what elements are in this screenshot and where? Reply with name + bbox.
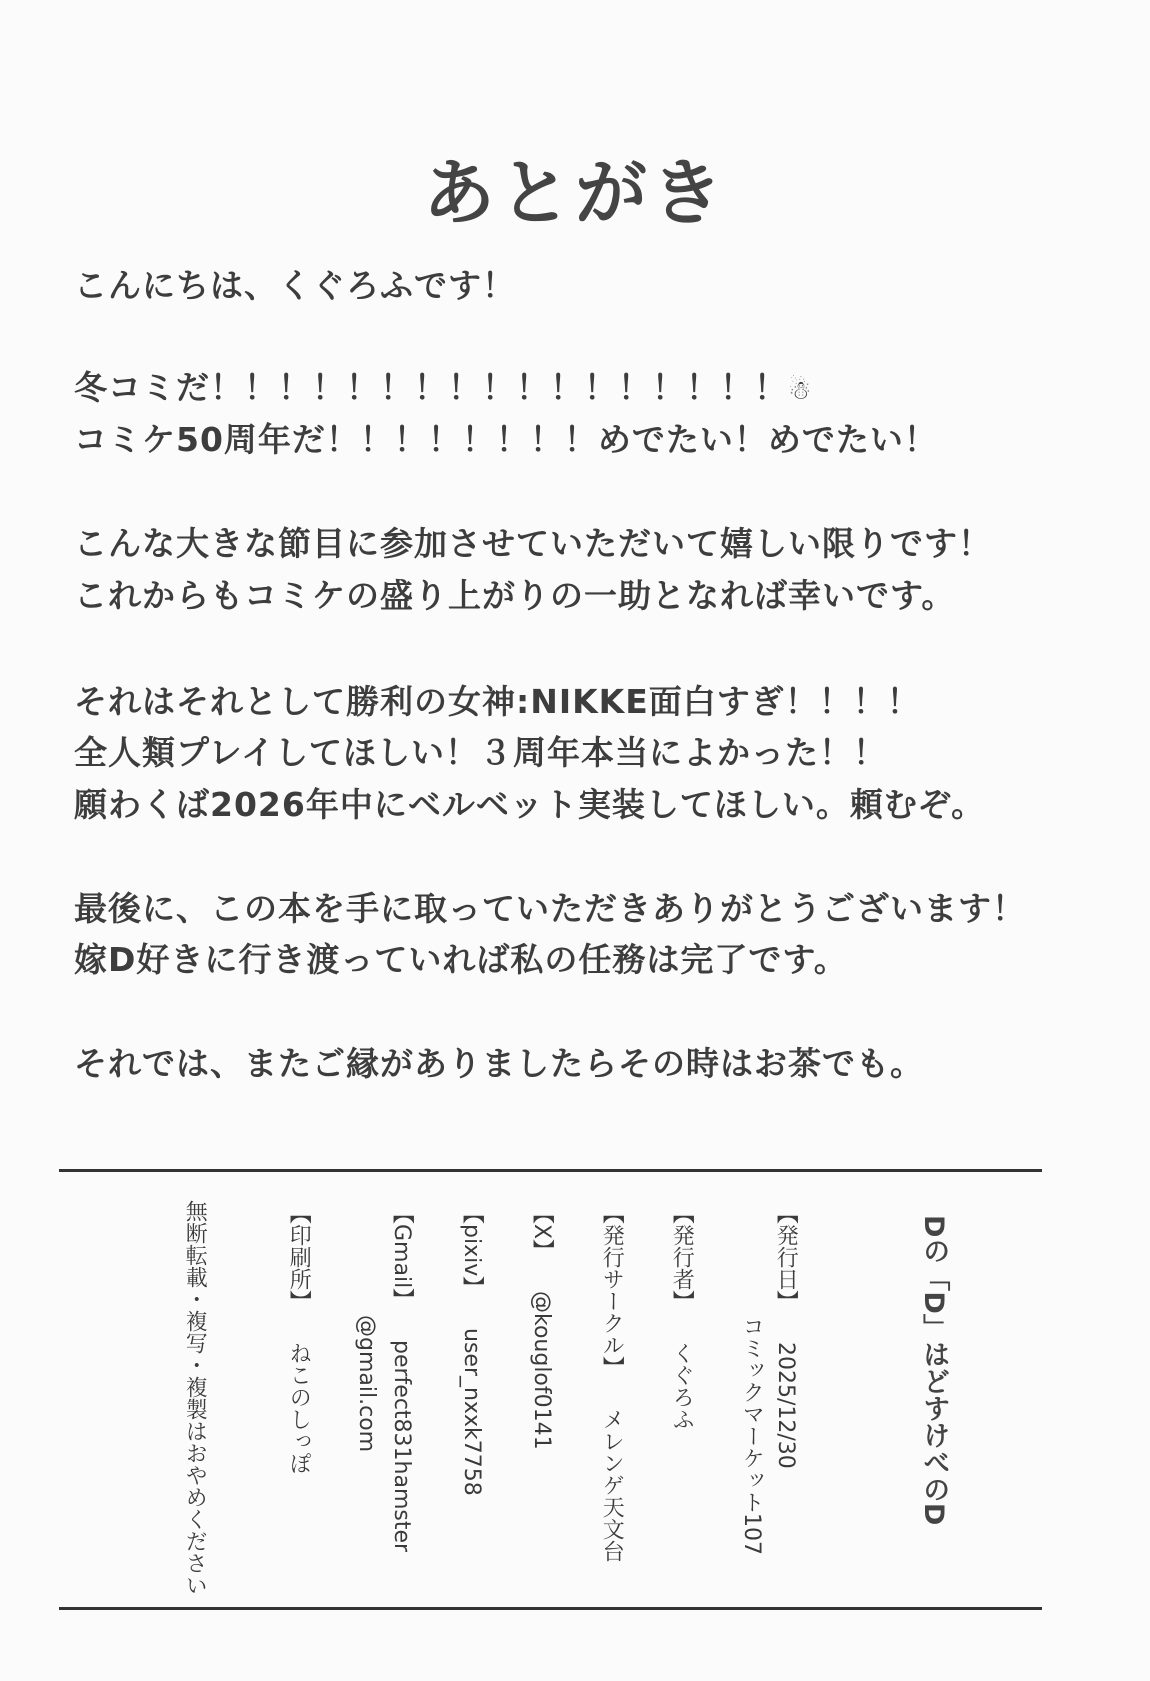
date-value: 2025/12/30 <box>773 1342 799 1469</box>
gmail-address-2: @gmail.com <box>354 1315 380 1453</box>
body-line: 嫁D好きに行き渡っていれば私の任務は完了です。 <box>74 940 848 979</box>
page-title: あとがき <box>422 151 727 235</box>
reproduction-notice: 無断転載・複写・複製はおやめください <box>182 1200 208 1596</box>
colophon-pixiv <box>454 1202 489 1496</box>
body-line: それはそれとして勝利の女神:NIKKE面白すぎ！！！！ <box>74 682 921 721</box>
colophon-gmail <box>384 1202 419 1552</box>
colophon-date <box>768 1202 803 1469</box>
printer-value: ねこのしっぽ <box>286 1342 312 1474</box>
snowman-icon: ☃ <box>788 376 813 406</box>
date-label: 【発行日】 <box>773 1202 799 1312</box>
body-line: コミケ50周年だ！！！！！！！！めでたい！めでたい！ <box>74 420 938 459</box>
body-line: 最後に、この本を手に取っていただきありがとうございます！ <box>74 889 1026 928</box>
x-label: 【X】 <box>529 1202 555 1262</box>
circle-value: メレンゲ天文台 <box>599 1408 625 1562</box>
colophon-publisher <box>664 1202 699 1430</box>
publisher-label: 【発行者】 <box>669 1202 695 1312</box>
colophon-circle <box>594 1202 629 1562</box>
divider-bottom <box>59 1607 1042 1610</box>
body-line: 全人類プレイしてほしい！３周年本当によかった！！ <box>74 733 888 772</box>
event-name: コミックマーケット107 <box>739 1315 765 1555</box>
body-line: これからもコミケの盛り上がりの一助となれば幸いです。 <box>74 576 956 615</box>
x-handle: @kouglof0141 <box>529 1291 555 1450</box>
colophon-printer <box>281 1202 316 1474</box>
body-line: こんにちは、くぐろふです！ <box>74 266 516 305</box>
pixiv-id: user_nxxk7758 <box>459 1328 485 1496</box>
gmail-label: 【Gmail】 <box>389 1202 415 1311</box>
body-line: それでは、またご縁がありましたらその時はお茶でも。 <box>74 1044 924 1083</box>
pixiv-label: 【pixiv】 <box>459 1202 485 1299</box>
body-line: 願わくば2026年中にベルベット実装してほしい。頼むぞ。 <box>74 785 986 824</box>
body-line <box>74 362 812 409</box>
circle-label: 【発行サークル】 <box>599 1202 625 1378</box>
publisher-value: くぐろふ <box>669 1342 695 1430</box>
book-title: Dの「D」はどすけべのD <box>918 1215 950 1526</box>
divider-top <box>59 1169 1042 1172</box>
colophon-x <box>524 1202 559 1450</box>
gmail-address-1: perfect831hamster <box>389 1340 415 1553</box>
body-line-text: 冬コミだ！！！！！！！！！！！！！！！！！ <box>74 368 788 407</box>
body-line: こんな大きな節目に参加させていただいて嬉しい限りです！ <box>74 524 992 563</box>
printer-label: 【印刷所】 <box>286 1202 312 1312</box>
